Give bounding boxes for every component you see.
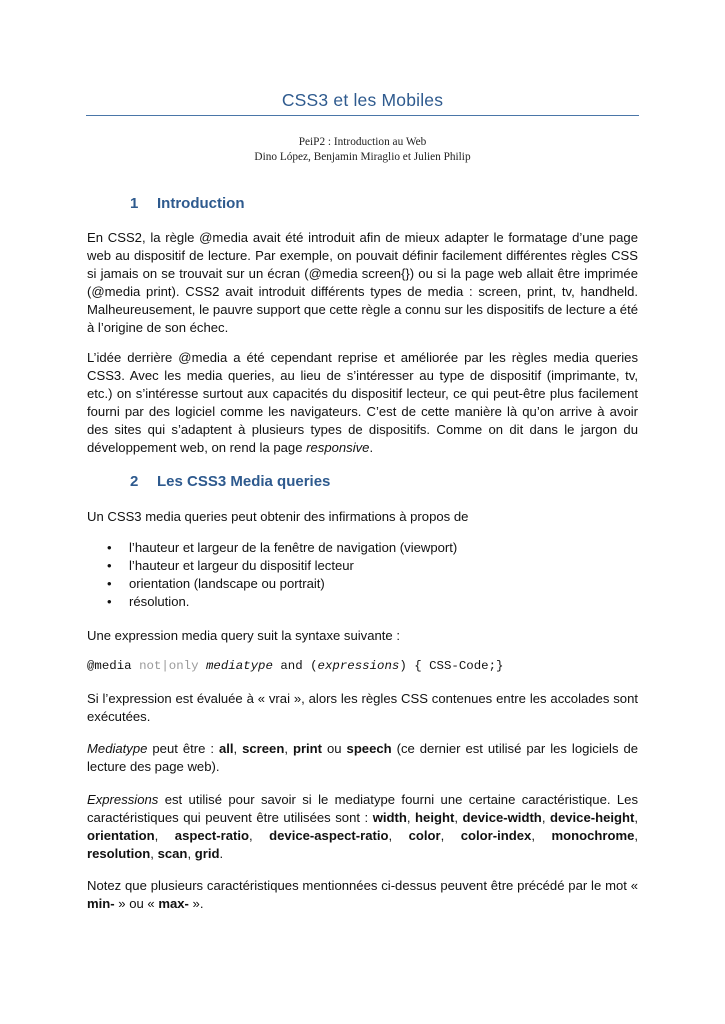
feature-term: color xyxy=(408,828,441,843)
feature-term: resolution xyxy=(87,846,151,861)
responsive-term: responsive xyxy=(306,440,370,455)
feature-term: grid xyxy=(194,846,220,861)
paragraph-end: . xyxy=(369,440,374,455)
mediatype-paragraph: Mediatype peut être : all, screen, print ou speech (ce dernier est utilisé par les logiciels de lecture des page web). xyxy=(87,741,639,774)
document-title: CSS3 et les Mobiles xyxy=(281,90,444,110)
title-divider xyxy=(86,115,639,116)
list-item: • orientation (landscape ou portrait) xyxy=(107,576,325,591)
bullet-icon: • xyxy=(107,540,112,555)
feature-term: aspect-ratio xyxy=(174,828,250,843)
feature-term: scan xyxy=(157,846,188,861)
features-list: width, height, device-width, device-height, orientation, aspect-ratio, device-aspect-ratio, color, color-index, monochrome, resolution, scan, grid xyxy=(87,810,639,861)
section-title: Introduction xyxy=(157,195,245,212)
bullet-icon: • xyxy=(107,576,112,591)
list-item: • l’hauteur et largeur de la fenêtre de navigation (viewport) xyxy=(107,540,458,555)
authors-line: Dino López, Benjamin Miraglio et Julien Philip xyxy=(254,151,471,163)
list-item: • l’hauteur et largeur du dispositif lecteur xyxy=(107,558,354,573)
syntax-intro: Une expression media query suit la syntaxe suivante : xyxy=(87,628,400,643)
capabilities-list xyxy=(107,539,457,611)
intro-paragraph-1: En CSS2, la règle @media avait été introduit afin de mieux adapter le formatage d’une page web au dispositif de lecture. Par exemple, on pouvait définir facilement différentes règles CSS si jamais on se trouvait sur un écran (@media screen{}) ou si la page web allait être imprimée (@media print). CSS2 avait introduit différents types de media : screen, print, tv, handheld. Malheureusement, le pauvre support que cette règle a connu sur les dispositifs de lecture a été à l’origine de son échec. xyxy=(87,230,638,335)
feature-term: height xyxy=(415,810,455,825)
feature-term: orientation xyxy=(87,828,155,843)
section-number: 1 xyxy=(130,195,139,212)
intro-paragraph-2 xyxy=(87,349,638,457)
list-item: • résolution. xyxy=(107,594,190,609)
true-expression-paragraph: Si l’expression est évaluée à « vrai », alors les règles CSS contenues entre les accolades sont exécutées. xyxy=(87,691,638,724)
section-number: 2 xyxy=(130,473,139,490)
section-2-heading xyxy=(130,473,330,490)
bullet-icon: • xyxy=(107,594,112,609)
feature-term: device-aspect-ratio xyxy=(269,828,389,843)
media-query-syntax: @media not|only mediatype and (expressions) { CSS-Code;} xyxy=(87,659,504,673)
section-1-heading xyxy=(130,195,244,212)
feature-term: device-height xyxy=(549,810,635,825)
feature-term: width xyxy=(372,810,407,825)
feature-term: monochrome xyxy=(551,828,635,843)
bullet-icon: • xyxy=(107,558,112,573)
feature-term: device-width xyxy=(462,810,542,825)
course-subtitle: PeiP2 : Introduction au Web xyxy=(298,136,427,148)
paragraph-text: L’idée derrière @media a été cependant reprise et améliorée par les règles media queries CSS3. Avec les media queries, au lieu de s’intéresser au type de dispositif (imprimante, tv, etc.) on s’intéresse surtout aux capacités du dispositif lecteur, ce qui peut-être plus facilement fourni par des logiciel comme les navigateurs. C’est de cette manière là qu’on arrive à avoir des sites qui s’adaptent à plusieurs types de dispositifs. Comme on dit dans le jargon du développement web, on rend la page xyxy=(87,350,638,455)
feature-term: color-index xyxy=(460,828,532,843)
min-max-note: Notez que plusieurs caractéristiques mentionnées ci-dessus peuvent être précédé par le mot « min- » ou « max- ». xyxy=(87,878,638,911)
expressions-paragraph: Expressions est utilisé pour savoir si le mediatype fourni une certaine caractéristique. Les caractéristiques qui peuvent être utilisées sont : width, height, device-width, device-height, orientation, aspect-ratio, device-aspect-ratio, color, color-index, monochrome, resolution, scan, grid. xyxy=(87,792,639,861)
section-title: Les CSS3 Media queries xyxy=(157,473,331,490)
media-queries-intro: Un CSS3 media queries peut obtenir des infirmations à propos de xyxy=(87,509,469,524)
